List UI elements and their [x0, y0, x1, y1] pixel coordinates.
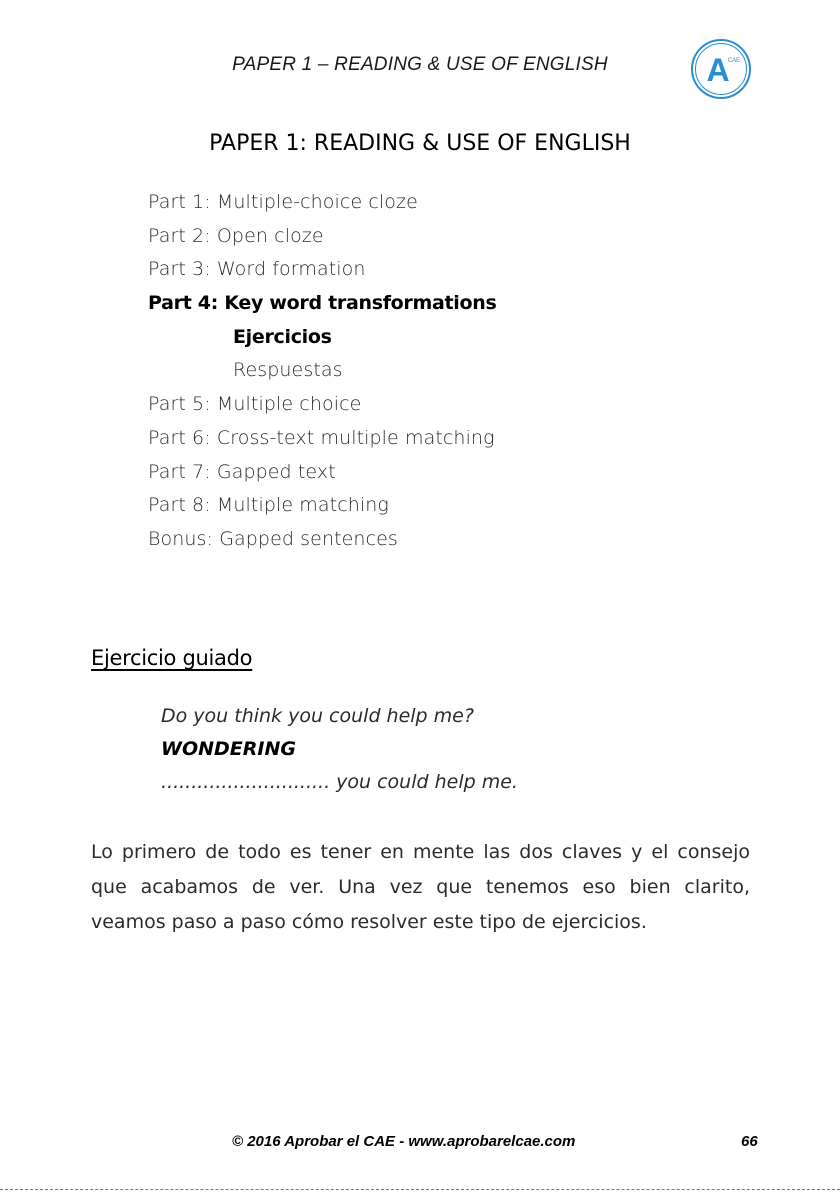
toc-part-3[interactable]: Part 3: Word formation [148, 258, 366, 281]
toc-bonus[interactable]: Bonus: Gapped sentences [148, 527, 398, 550]
toc-part-5[interactable]: Part 5: Multiple choice [148, 393, 362, 416]
footer-copyright: © 2016 Aprobar el CAE - www.aprobarelcae.com [232, 1133, 576, 1150]
logo-caption: CAE [727, 58, 741, 64]
toc-part-4[interactable]: Part 4: Key word transformations [148, 292, 497, 315]
page-bottom-divider [0, 1189, 840, 1190]
toc-part-4-respuestas[interactable]: Respuestas [233, 359, 343, 382]
toc-part-7[interactable]: Part 7: Gapped text [148, 460, 336, 483]
toc-part-8[interactable]: Part 8: Multiple matching [148, 494, 389, 517]
body-paragraph: Lo primero de todo es tener en mente las dos claves y el consejo que acabamos de ver. Una vez que tenemos eso bien clarito, veamos paso a paso cómo resolver este tipo de ejercicios. [91, 841, 750, 933]
table-of-contents [148, 186, 497, 557]
toc-part-1[interactable]: Part 1: Multiple-choice cloze [148, 191, 418, 213]
aprobar-el-cae-logo [690, 38, 752, 100]
running-header-title: PAPER 1 – READING & USE OF ENGLISH [232, 54, 608, 75]
toc-part-6[interactable]: Part 6: Cross-text multiple matching [148, 426, 495, 449]
toc-part-2[interactable]: Part 2: Open cloze [148, 224, 324, 247]
exercise-block [161, 700, 518, 799]
logo-letter: A [706, 52, 730, 88]
toc-part-4-ejercicios[interactable]: Ejercicios [233, 325, 332, 348]
exercise-gapped-sentence: ............................ you could help me. [161, 771, 518, 793]
page-number: 66 [741, 1133, 758, 1150]
section-heading: Ejercicio guiado [91, 646, 253, 670]
exercise-keyword: WONDERING [161, 738, 296, 760]
page-title: PAPER 1: READING & USE OF ENGLISH [209, 131, 631, 156]
exercise-sentence: Do you think you could help me? [161, 705, 474, 727]
